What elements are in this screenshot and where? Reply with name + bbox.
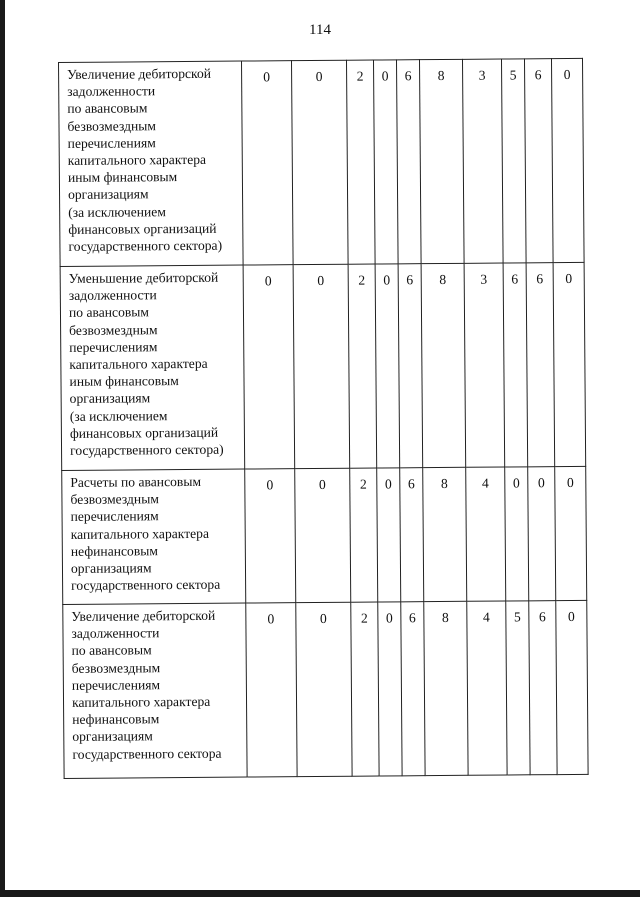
- code-digit-cell: 8: [423, 467, 467, 601]
- code-digit-cell: 6: [503, 263, 528, 467]
- code-digit-cell: 0: [551, 58, 584, 262]
- row-label-line: (за исключением: [69, 407, 168, 424]
- budget-code-table: [58, 58, 589, 779]
- code-digit-cell: 6: [396, 60, 421, 264]
- row-label-cell: [59, 61, 244, 266]
- row-label-line: перечислениям: [67, 135, 156, 151]
- row-label-line: Уменьшение дебиторской: [68, 269, 219, 286]
- table-row: [59, 58, 585, 266]
- row-label-line: капитального характера: [67, 151, 207, 168]
- row-label-line: Увеличение дебиторской: [71, 607, 216, 624]
- row-label-line: безвозмездным: [70, 491, 159, 508]
- code-digit-cell: 6: [524, 59, 553, 263]
- row-label-line: нефинансовым: [70, 543, 159, 559]
- row-label-line: нефинансовым: [72, 711, 160, 728]
- row-label-line: государственного сектора): [69, 441, 224, 458]
- code-digit-cell: 0: [295, 468, 351, 602]
- code-digit-cell: 0: [375, 264, 400, 468]
- page-number: 114: [309, 22, 331, 38]
- code-digit-cell: 6: [401, 602, 425, 776]
- row-label-line: финансовых организаций: [68, 220, 217, 237]
- row-label-line: капитального характера: [71, 693, 211, 710]
- code-digit-cell: 2: [351, 602, 379, 776]
- row-label-line: организациям: [69, 390, 151, 407]
- code-digit-cell: 0: [555, 466, 587, 600]
- row-label-cell: [63, 603, 247, 778]
- row-label-line: капитального характера: [69, 355, 208, 372]
- scan-edge-left: [0, 0, 5, 897]
- scan-edge-bottom: [0, 890, 640, 897]
- row-label-line: иным финансовым: [69, 373, 179, 390]
- row-label-line: безвозмездным: [69, 321, 158, 338]
- row-label-line: организациям: [67, 186, 149, 203]
- code-digit-cell: 0: [243, 265, 295, 469]
- row-label-line: перечислениям: [69, 339, 158, 355]
- code-digit-cell: 0: [553, 262, 586, 466]
- row-label-cell: [60, 265, 245, 470]
- code-digit-cell: 0: [291, 60, 348, 264]
- row-label-line: Увеличение дебиторской: [67, 65, 212, 82]
- row-label-line: финансовых организаций: [69, 424, 219, 441]
- row-label-line: по авансовым: [67, 100, 148, 117]
- row-label-line: перечислениям: [71, 677, 161, 693]
- code-digit-cell: 2: [346, 60, 375, 264]
- row-label-line: Расчеты по авансовым: [70, 473, 202, 490]
- table-row: [62, 466, 587, 604]
- code-digit-cell: 8: [421, 263, 466, 467]
- row-label-line: задолженности: [67, 83, 156, 100]
- table-row: [60, 262, 586, 470]
- row-label-line: безвозмездным: [71, 659, 161, 676]
- code-digit-cell: 8: [424, 601, 468, 775]
- code-digit-cell: 0: [556, 600, 588, 774]
- code-digit-cell: 0: [245, 469, 296, 603]
- table-body: [59, 58, 589, 778]
- code-digit-cell: 0: [373, 60, 398, 264]
- table-row: [63, 600, 588, 778]
- code-digit-cell: 6: [398, 264, 423, 468]
- code-digit-cell: 0: [246, 603, 297, 777]
- code-digit-cell: 0: [505, 467, 529, 601]
- code-digit-cell: 5: [501, 59, 526, 263]
- code-digit-cell: 8: [419, 59, 464, 263]
- row-label-line: задолженности: [68, 287, 157, 304]
- row-label-line: по авансовым: [68, 304, 150, 321]
- row-label-line: по авансовым: [71, 642, 152, 659]
- code-digit-cell: 4: [466, 467, 506, 601]
- code-digit-cell: 6: [400, 468, 424, 602]
- code-digit-cell: 0: [293, 264, 350, 468]
- row-label-line: (за исключением: [68, 203, 166, 220]
- code-digit-cell: 0: [296, 602, 352, 776]
- row-label-line: государственного сектора: [72, 745, 222, 762]
- row-label-line: организациям: [70, 560, 152, 576]
- row-label-line: капитального характера: [70, 525, 210, 542]
- row-label-line: перечислениям: [70, 508, 159, 525]
- code-digit-cell: 6: [526, 263, 555, 467]
- code-digit-cell: 2: [350, 468, 378, 602]
- code-digit-cell: 3: [464, 263, 505, 467]
- code-digit-cell: 0: [378, 602, 402, 776]
- code-digit-cell: 6: [529, 601, 557, 775]
- code-digit-cell: 0: [377, 468, 401, 602]
- code-digit-cell: 5: [506, 601, 530, 775]
- code-digit-cell: 2: [348, 264, 377, 468]
- code-digit-cell: 0: [528, 467, 556, 601]
- row-label-cell: [62, 469, 246, 604]
- code-digit-cell: 3: [462, 59, 503, 263]
- row-label-line: безвозмездным: [67, 117, 157, 134]
- row-label-line: иным финансовым: [67, 169, 178, 186]
- row-label-line: задолженности: [71, 625, 160, 642]
- row-label-line: организациям: [72, 728, 153, 745]
- row-label-line: государственного сектора: [71, 576, 221, 594]
- row-label-line: государственного сектора): [68, 237, 223, 254]
- code-digit-cell: 4: [467, 601, 507, 775]
- code-digit-cell: 0: [241, 61, 293, 265]
